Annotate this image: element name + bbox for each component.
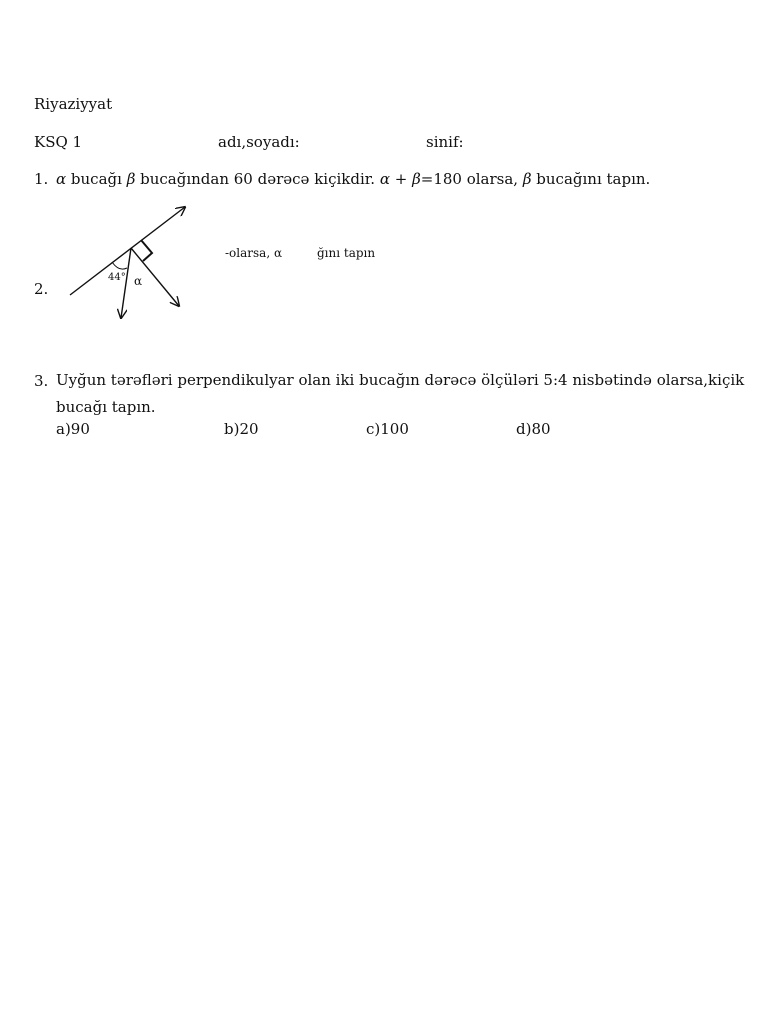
angle-arc [112, 262, 127, 269]
option-d: d)80 [516, 420, 551, 438]
question-2-fragment-1: -olarsa, α [225, 246, 283, 260]
beta-symbol-2: β [412, 170, 421, 188]
class-label: sinif: [426, 133, 464, 151]
name-label: adı,soyadı: [218, 133, 300, 151]
subject-title: Riyaziyyat [34, 95, 113, 113]
q1-part3: =180 olarsa, [420, 170, 523, 188]
option-a: a)90 [56, 420, 90, 438]
alpha-symbol-2: α [379, 170, 390, 188]
alpha-angle-label: α [134, 274, 143, 288]
test-label: KSQ 1 [34, 133, 83, 151]
q1-part4: bucağını tapın. [531, 170, 651, 188]
option-c: c)100 [366, 420, 409, 438]
option-b: b)20 [224, 420, 259, 438]
q1-part1: bucağı [66, 170, 127, 188]
question-3-number: 3. [34, 372, 49, 390]
right-angle-mark [141, 240, 152, 261]
beta-symbol: β [126, 170, 136, 188]
q1-part2: bucağından 60 dərəcə kiçikdir. [135, 170, 380, 188]
question-2-number: 2. [34, 280, 49, 298]
beta-symbol-3: β [522, 170, 532, 188]
question-3-text: Uyğun tərəfləri perpendikulyar olan iki bucağın dərəcə ölçüləri 5:4 nisbətində olarsa,kiçik bucağı tapın. [56, 371, 745, 416]
question-1-number: 1. [34, 170, 49, 188]
main-ray [70, 207, 185, 295]
angle-44-label: 44° [108, 272, 126, 283]
question-2-fragment-2: ğını tapın [317, 246, 376, 260]
alpha-symbol: α [56, 170, 67, 188]
q1-plus: + [389, 170, 413, 188]
